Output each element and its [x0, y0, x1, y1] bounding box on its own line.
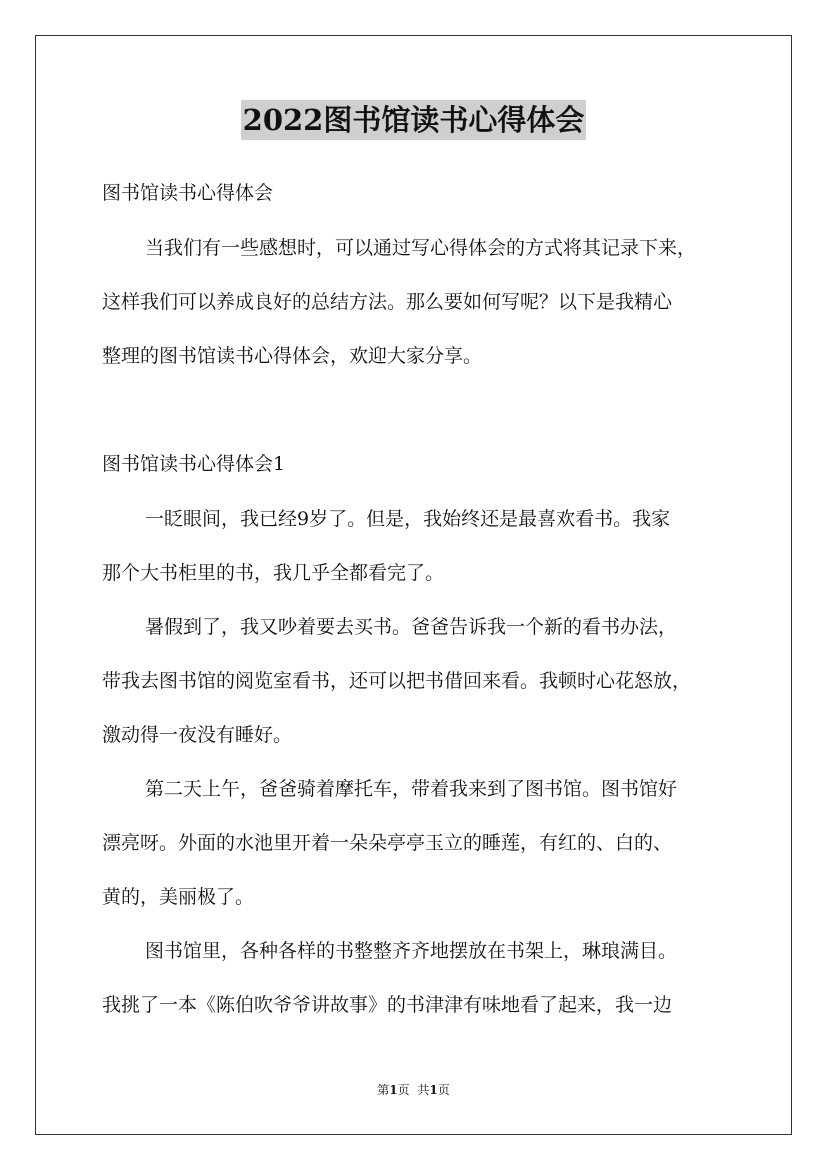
section-heading: 图书馆读书心得体会1	[102, 453, 286, 475]
page-label-prefix: 第	[377, 1083, 390, 1097]
para-1-line-1: 一眨眼间，我已经9岁了。但是，我始终还是最喜欢看书。我家	[145, 508, 671, 530]
intro-line-2: 这样我们可以养成良好的总结方法。那么要如何写呢？以下是我精心	[102, 291, 673, 313]
title-wrap	[0, 100, 827, 140]
document-title: 2022图书馆读书心得体会	[241, 100, 587, 140]
total-label-suffix: 页	[437, 1083, 450, 1097]
total-label-prefix: 共	[417, 1083, 430, 1097]
para-4-line-2: 我挑了一本《陈伯吹爷爷讲故事》的书津津有味地看了起来，我一边	[102, 994, 673, 1016]
page-footer	[0, 1082, 827, 1098]
page-number: 1	[389, 1083, 398, 1097]
para-2-line-2: 带我去图书馆的阅览室看书，还可以把书借回来看。我顿时心花怒放，	[102, 670, 692, 692]
total-pages: 1	[429, 1083, 438, 1097]
para-3-line-1: 第二天上午，爸爸骑着摩托车，带着我来到了图书馆。图书馆好	[145, 778, 678, 800]
para-2-line-1: 暑假到了，我又吵着要去买书。爸爸告诉我一个新的看书办法，	[145, 616, 678, 638]
para-1-line-2: 那个大书柜里的书，我几乎全都看完了。	[102, 562, 445, 584]
para-4-line-1: 图书馆里，各种各样的书整整齐齐地摆放在书架上，琳琅满目。	[145, 940, 678, 962]
subtitle: 图书馆读书心得体会	[102, 182, 274, 204]
para-3-line-2: 漂亮呀。外面的水池里开着一朵朵亭亭玉立的睡莲，有红的、白的、	[102, 832, 673, 854]
para-3-line-3: 黄的，美丽极了。	[102, 886, 255, 908]
intro-line-1: 当我们有一些感想时，可以通过写心得体会的方式将其记录下来，	[145, 237, 697, 259]
para-2-line-3: 激动得一夜没有睡好。	[102, 724, 293, 746]
page-label-suffix: 页	[397, 1083, 410, 1097]
intro-line-3: 整理的图书馆读书心得体会，欢迎大家分享。	[102, 345, 483, 367]
